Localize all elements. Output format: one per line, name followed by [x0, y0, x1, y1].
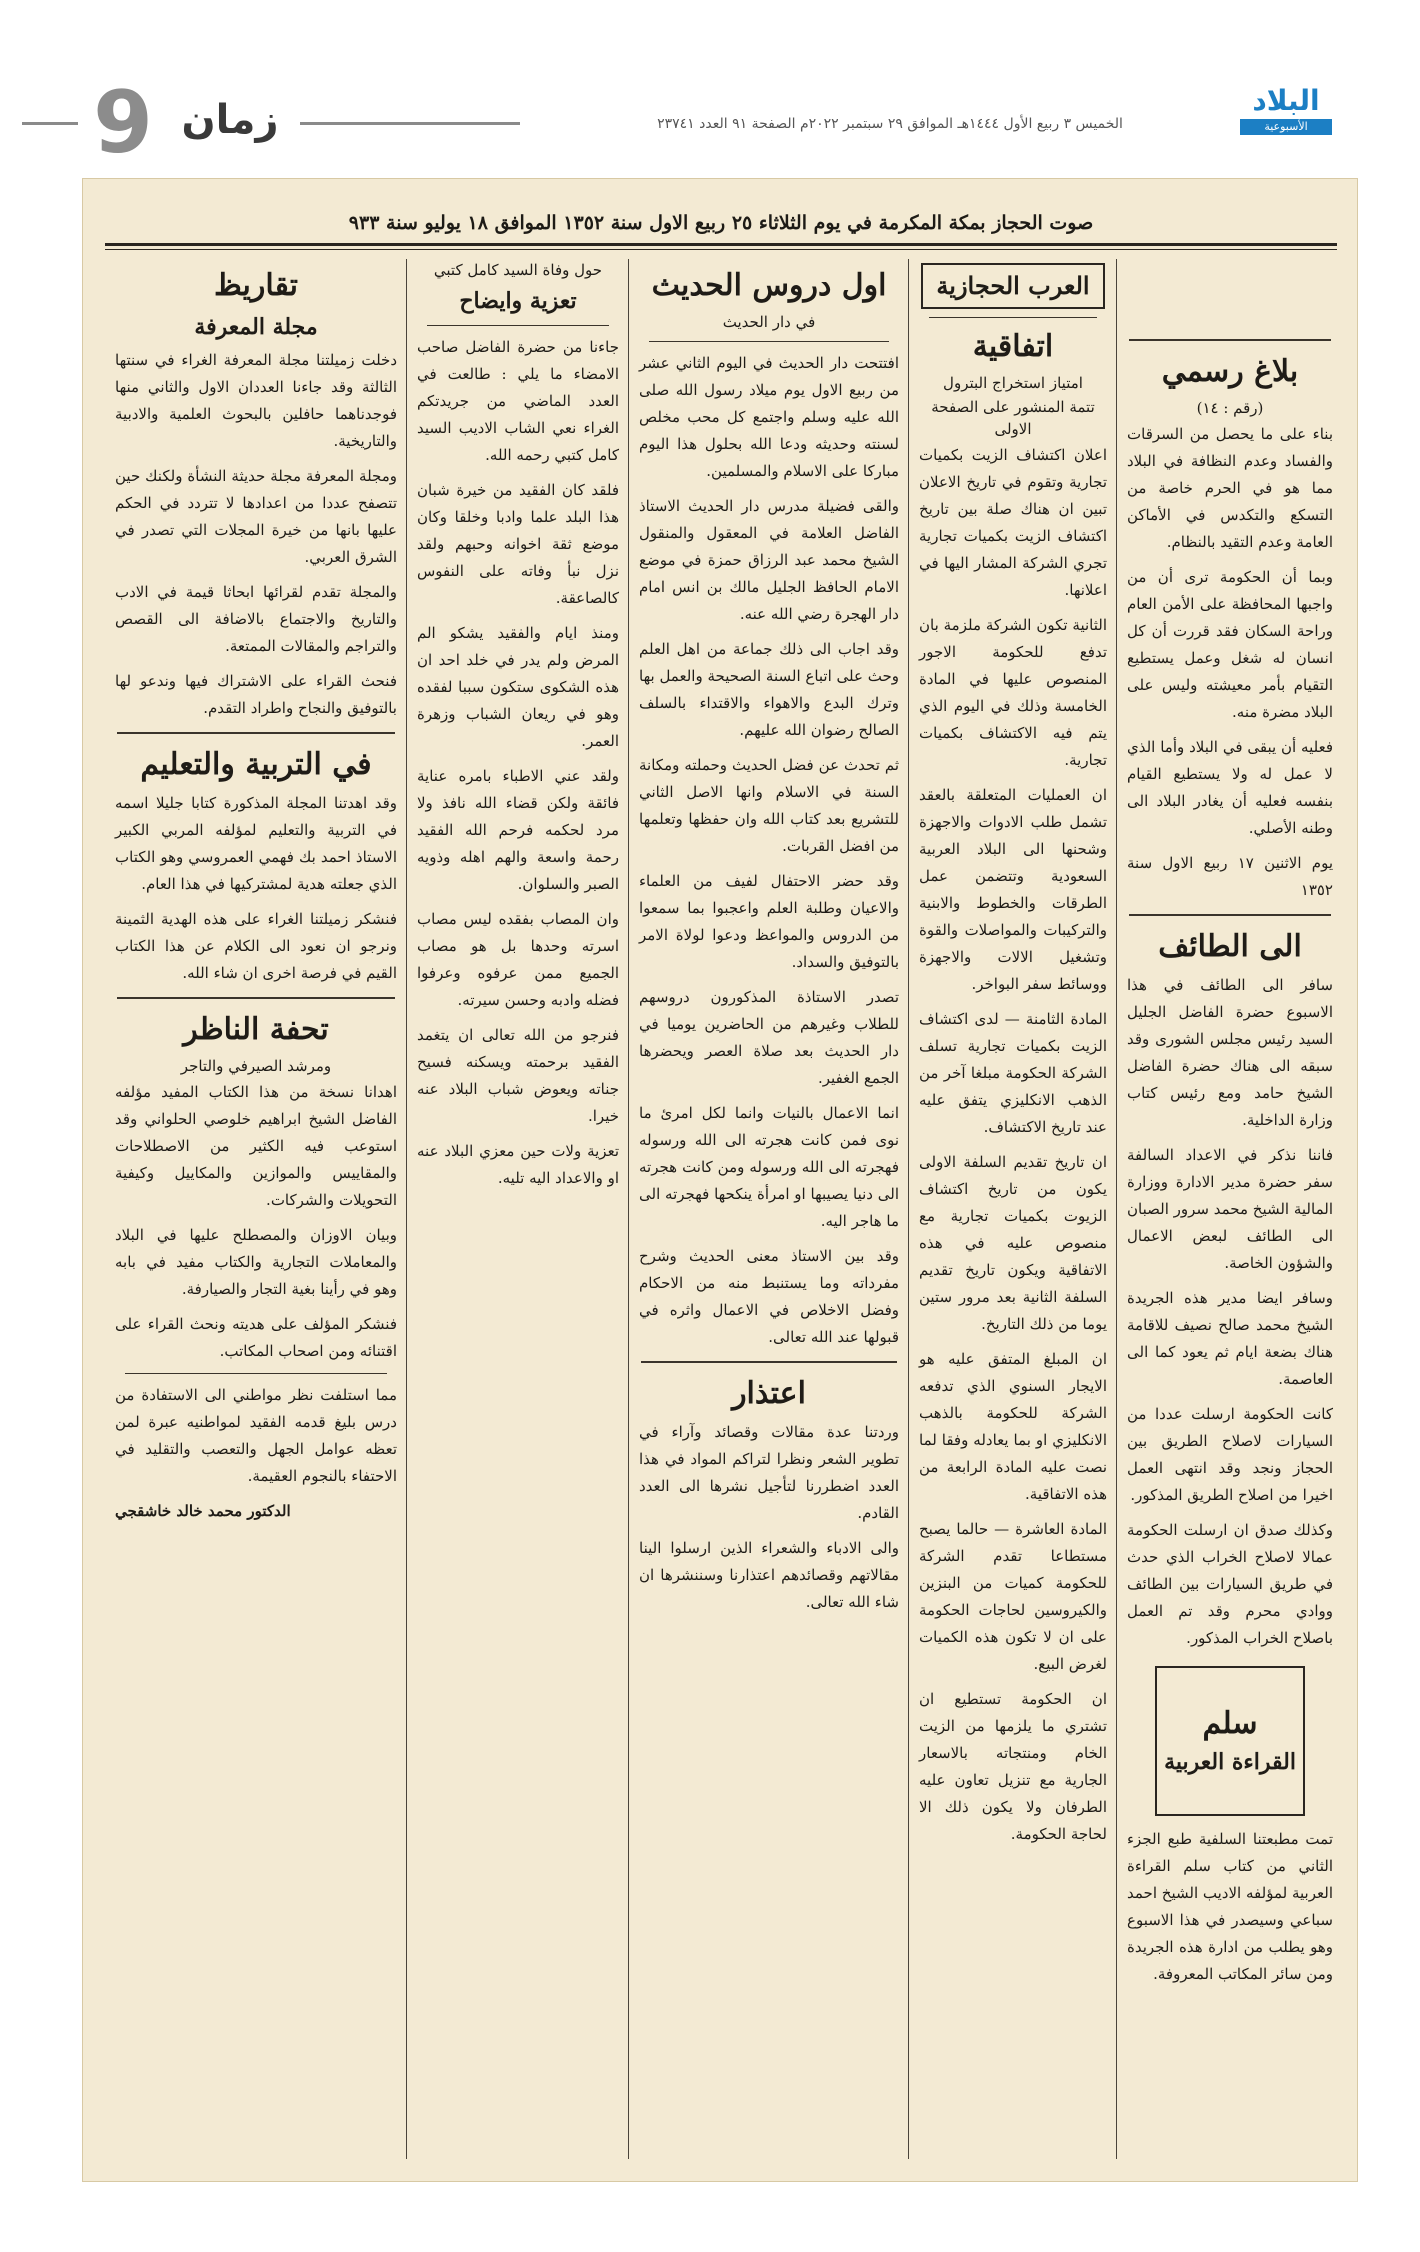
brand-name: البلاد	[1252, 84, 1320, 117]
column-separator	[406, 259, 407, 2159]
article-paragraph: والمجلة تقدم لقرائها ابحاثا قيمة في الادب والتاريخ والاجتماع بالاضافة الى القصص والتراجم والمقالات الممتعة.	[115, 583, 397, 655]
hadith-heading: اول دروس الحديث	[651, 268, 887, 303]
newspaper-scan	[82, 178, 1358, 2182]
article-paragraph: ولقد عني الاطباء بامره عناية فائقة ولكن قضاء الله نافذ ولا مرد لحكمه فرحم الله الفقيد رحمة واسعة والهم اهله وذويه الصبر والسلوان.	[417, 767, 619, 893]
magazine-heading: مجلة المعرفة	[194, 314, 318, 340]
condolence-heading: تعزية وايضاح	[459, 288, 577, 314]
article-paragraph: ومجلة المعرفة مجلة حديثة النشأة ولكنك حين تتصفح عددا من اعدادها لا تتردد في الحكم عليها بانها من خيرة المجلات التي تصدر في الشرق العربي.	[115, 467, 397, 566]
column-separator	[628, 259, 629, 2159]
article-paragraph: مما استلفت نظر مواطني الى الاستفادة من درس بليغ قدمه الفقيد لمواطنيه عبرة لمن تعظه عوامل الجهل والتعصب والتقليد في الاحتفاء بالنجوم العقيمة.	[115, 1386, 397, 1485]
column-rule	[649, 341, 889, 342]
article-paragraph: تمت مطبعتنا السلفية طبع الجزء الثاني من كتاب سلم القراءة العربية لمؤلفه الاديب الشيخ احمد سباعي وسيصدر في هذا الاسبوع وهو يطلب من ادارة هذه الجريدة ومن سائر المكاتب المعروفة.	[1127, 1830, 1333, 1983]
article-paragraph: اهدانا نسخة من هذا الكتاب المفيد مؤلفه الفاضل الشيخ ابراهيم خلوصي الحلواني وقد استوعب فيه الكثير من الاصطلاحات والمقاييس والموازين والمكاييل وكيفية التحويلات والشركات.	[115, 1083, 397, 1209]
agreement-subheading: امتياز استخراج البترول	[943, 374, 1083, 392]
article-paragraph: تصدر الاستاذة المذكورون دروسهم للطلاب وغيرهم من الحاضرين يوميا في دار الحديث بعد صلاة العصر ويحضرها الجمع الغفير.	[639, 988, 899, 1087]
column-condolence	[413, 259, 623, 2159]
column-rule	[125, 1373, 387, 1374]
newspaper-page	[105, 189, 1337, 2173]
article-paragraph: فنحث القراء على الاشتراك فيها وندعو لها بالتوفيق والنجاح واطراد التقدم.	[115, 672, 397, 717]
article-paragraph: ان الحكومة تستطيع ان تشتري ما يلزمها من الزيت الخام ومنتجاته بالاسعار الجارية مع تنزيل تعاون عليه الطرفان ولا يكون ذلك الا لحاجة الحكومة.	[919, 1690, 1107, 1843]
column-rule	[1129, 914, 1331, 916]
column-rule	[117, 997, 395, 999]
article-paragraph: فنشكر المؤلف على هديته ونحث القراء على اقتنائه ومن اصحاب المكاتب.	[115, 1315, 397, 1360]
article-paragraph: اعلان اكتشاف الزيت بكميات تجارية وتقوم في تاريخ الاعلان تبين ان هناك صلة بين تاريخ اكتشاف الزيت بكميات تجارية تجري الشركة المشار اليها في اعلانها.	[919, 446, 1107, 599]
article-paragraph: فاننا نذكر في الاعداد السالفة سفر حضرة مدير الادارة ووزارة المالية الشيخ محمد سرور الصبان الى الطائف لبعض الاعمال والشؤون الخاصة.	[1127, 1146, 1333, 1272]
masthead-rule-thin	[105, 249, 1337, 250]
condolence-byline: حول وفاة السيد كامل كتبي	[433, 261, 603, 279]
article-paragraph: يوم الاثنين ١٧ ربيع الاول سنة ١٣٥٢	[1127, 854, 1333, 899]
column-rule	[427, 325, 609, 326]
article-paragraph: وقد بين الاستاذ معنى الحديث وشرح مفرداته وما يستنبط منه من الاحكام وفضل الاخلاص في الاعمال واثره في قبولها عند الله تعالى.	[639, 1247, 899, 1346]
column-rule	[929, 317, 1097, 318]
official-notice-number: (رقم : ١٤)	[1196, 399, 1264, 417]
book-subheading: ومرشد الصيرفي والتاجر	[180, 1057, 332, 1075]
column-separator	[908, 259, 909, 2159]
brand-subtitle: الأسبوعية	[1240, 119, 1332, 135]
column-rule	[641, 1361, 897, 1363]
article-paragraph: المادة الثامنة — لدى اكتشاف الزيت بكميات تجارية تسلف الشركة الحكومة مبلغا آخر من الذهب الانكليزي يتفق عليه عند تاريخ الاكتشاف.	[919, 1010, 1107, 1136]
column-rule	[117, 732, 395, 734]
calligraphy-bottom: القراءة العربية	[1164, 1749, 1296, 1775]
newspaper-masthead-line: صوت الحجاز بمكة المكرمة في يوم الثلاثاء ٢٥ ربيع الاول سنة ١٣٥٢ الموافق ١٨ يوليو سنة ٩٣٣	[348, 212, 1094, 234]
column-oil-agreement	[915, 259, 1111, 2159]
article-paragraph: كانت الحكومة ارسلت عددا من السيارات لاصلاح الطريق بين الحجاز ونجد وقد انتهى العمل اخيرا من اصلاح الطريق المذكور.	[1127, 1405, 1333, 1504]
brand-logo[interactable]	[1240, 86, 1332, 138]
hadith-subheading: في دار الحديث	[722, 313, 816, 331]
taif-heading: الى الطائف	[1158, 929, 1302, 964]
header-rule-left	[22, 122, 78, 125]
article-paragraph: وبما أن الحكومة ترى أن من واجبها المحافظة على الأمن العام وراحة السكان فقد قررت أن كل انسان له شغل وعمل يستطيع التقيام بأمر معيشته وليس على البلاد مضرة منه.	[1127, 568, 1333, 721]
article-paragraph: وقد اهدتنا المجلة المذكورة كتابا جليلا اسمه في التربية والتعليم لمؤلفه المربي الكبير الاستاذ احمد بك فهمي العمروسي وهو الكتاب الذي جعلته هدية لمشتركيها في هذا العام.	[115, 794, 397, 893]
column-rule	[1129, 339, 1331, 341]
official-notice-heading: بلاغ رسمي	[1161, 354, 1299, 389]
agreement-heading: اتفاقية	[972, 329, 1054, 364]
article-paragraph: جاءنا من حضرة الفاضل صاحب الامضاء ما يلي : طالعت في العدد الماضي من جريدتكم الغراء نعي الشاب الاديب السيد كامل كتبي رحمه الله.	[417, 338, 619, 464]
article-paragraph: وان المصاب بفقده ليس مصاب اسرته وحدها بل هو مصاب الجميع ممن عرفوه وعرفوا فضله وادبه وحسن سيرته.	[417, 910, 619, 1009]
article-signature: الدكتور محمد خالد خاشقجي	[115, 1502, 291, 1520]
article-paragraph: فنرجو من الله تعالى ان يتغمد الفقيد برحمته ويسكنه فسيح جناته ويعوض شباب البلاد عنه خيرا.	[417, 1026, 619, 1125]
column-hadith-lessons	[635, 259, 903, 2159]
article-paragraph: فعليه أن يبقى في البلاد وأما الذي لا عمل له ولا يستطيع القيام بنفسه فعليه أن يغادر البلاد الى وطنه الأصلي.	[1127, 738, 1333, 837]
column-official-notice	[1123, 259, 1337, 2159]
masthead-rule	[105, 243, 1337, 246]
article-paragraph: انما الاعمال بالنيات وانما لكل امرئ ما نوى فمن كانت هجرته الى الله ورسوله فهجرته الى الله ورسوله ومن كانت هجرته الى دنيا يصيبها او امرأة ينكحها فهجرته الى ما هاجر اليه.	[639, 1104, 899, 1230]
article-paragraph: الثانية تكون الشركة ملزمة بان تدفع للحكومة الاجور المنصوص عليها في المادة الخامسة وذلك في اليوم الذي يتم فيه الاكتشاف بكميات تجارية.	[919, 616, 1107, 769]
article-paragraph: افتتحت دار الحديث في اليوم الثاني عشر من ربيع الاول يوم ميلاد رسول الله صلى الله عليه وسلم واجتمع كل محب مخلص لسنته وحديثه ودعا الله بحلول هذا اليوم مباركا على الاسلام والمسلمين.	[639, 354, 899, 480]
article-paragraph: فنشكر زميلتنا الغراء على هذه الهدية الثمينة ونرجو ان نعود الى الكلام عن هذا الكتاب القيم في فرصة اخرى ان شاء الله.	[115, 910, 397, 982]
article-paragraph: وسافر ايضا مدير هذه الجريدة الشيخ محمد صالح نصيف للاقامة هناك بضعة ايام ثم يعود كما الى العاصمة.	[1127, 1289, 1333, 1388]
issue-dateline: الخميس ٣ ربيع الأول ١٤٤٤هـ الموافق ٢٩ سبتمبر ٢٠٢٢م الصفحة ٩١ العدد ٢٣٧٤١	[520, 112, 1260, 136]
column-reviews	[111, 259, 401, 2159]
newspaper-section-masthead: العرب الحجازية	[921, 263, 1105, 309]
article-paragraph: ان المبلغ المتفق عليه هو الايجار السنوي الذي تدفعه الشركة للحكومة بالذهب الانكليزي او بما يعادله وفقا لما نصت عليه المادة الرابعة من هذه الاتفاقية.	[919, 1350, 1107, 1503]
article-paragraph: وقد حضر الاحتفال لفيف من العلماء والاعيان وطلبة العلم واعجبوا بما سمعوا من الدروس والمواعظ ودعوا لولاة الامر بالتوفيق والسداد.	[639, 872, 899, 971]
article-paragraph: ومنذ ايام والفقيد يشكو الم المرض ولم يدر في خلد احد ان هذه الشكوى ستكون سببا لفقده وهو في ريعان الشباب وزهرة العمر.	[417, 624, 619, 750]
calligraphy-ornament	[1155, 1666, 1305, 1816]
article-paragraph: والى الادباء والشعراء الذين ارسلوا الينا مقالاتهم وقصائدهم اعتذارنا وسننشرها ان شاء الله تعالى.	[639, 1539, 899, 1611]
article-paragraph: ثم تحدث عن فضل الحديث وحملته ومكانة السنة في الاسلام وانها الاصل الثاني للتشريع بعد كتاب الله وان حفظها وتعلمها من افضل القربات.	[639, 756, 899, 855]
article-paragraph: دخلت زميلتنا مجلة المعرفة الغراء في سنتها الثالثة وقد جاءنا العددان الاول والثاني منها فوجدناهما حافلين بالبحوث العلمية والادبية والتاريخية.	[115, 351, 397, 450]
article-paragraph: ان تاريخ تقديم السلفة الاولى يكون من تاريخ اكتشاف الزيوت بكميات تجارية مع منصوص عليه في هذه الاتفاقية ويكون تاريخ تقديم السلفة الثانية بعد مرور ستين يوما من ذلك التاريخ.	[919, 1153, 1107, 1333]
article-paragraph: بناء على ما يحصل من السرقات والفساد وعدم النظافة في البلاد مما هو في الحرم خاصة من التسكع والتكدس في الأماكن العامة وعدم التقيد بالنظام.	[1127, 425, 1333, 551]
article-paragraph: وبيان الاوزان والمصطلح عليها في البلاد والمعاملات التجارية والكتاب مفيد في بابه وهو في رأينا بغية التجار والصيارفة.	[115, 1226, 397, 1298]
article-paragraph: وقد اجاب الى ذلك جماعة من اهل العلم وحث على اتباع السنة الصحيحة والعمل بها وترك البدع والاهواء والاقتداء بالسلف الصالح رضوان الله عليهم.	[639, 640, 899, 739]
page-header	[0, 0, 1420, 173]
article-paragraph: وكذلك صدق ان ارسلت الحكومة عمالا لاصلاح الخراب الذي حدث في طريق السيارات بين الطائف ووادي محرم وقد تم العمل باصلاح الخراب المذكور.	[1127, 1521, 1333, 1647]
apology-heading: اعتذار	[732, 1376, 806, 1411]
page-number: 9	[93, 73, 153, 173]
education-heading: في التربية والتعليم	[140, 747, 372, 782]
article-paragraph: والقى فضيلة مدرس دار الحديث الاستاذ الفاضل العلامة في المعقول والمنقول الشيخ محمد عبد الرزاق حمزة في موضع الامام الحافظ الجليل مالك بن انس امام دار الهجرة رضي الله عنه.	[639, 497, 899, 623]
article-paragraph: فلقد كان الفقيد من خيرة شبان هذا البلد علما وادبا وخلقا وكان موضع ثقة اخوانه وحبهم ولقد نزل نبأ وفاته على النفوس كالصاعقة.	[417, 481, 619, 607]
reviews-heading: تقاريظ	[214, 268, 298, 303]
agreement-continuation-note: تتمة المنشور على الصفحة الاولى	[931, 398, 1095, 438]
article-paragraph: تعزية ولات حين معزي البلاد عنه او والاعداد اليه تليه.	[417, 1142, 619, 1187]
section-title: زمان	[181, 97, 279, 143]
calligraphy-top: سلم	[1202, 1706, 1258, 1741]
article-paragraph: سافر الى الطائف في هذا الاسبوع حضرة الفاضل الجليل السيد رئيس مجلس الشورى وقد سبقه الى هناك حضرة الفاضل الشيخ حامد ومع رئيس كتاب وزارة الداخلية.	[1127, 976, 1333, 1129]
article-paragraph: وردتنا عدة مقالات وقصائد وآراء في تطوير الشعر ونظرا لتراكم المواد في هذا العدد اضطررنا لتأجيل نشرها الى العدد القادم.	[639, 1423, 899, 1522]
article-paragraph: المادة العاشرة — حالما يصبح مستطاعا تقدم الشركة للحكومة كميات من البنزين والكيروسين لحاجات الحكومة على ان لا تكون هذه الكميات لغرض البيع.	[919, 1520, 1107, 1673]
article-paragraph: ان العمليات المتعلقة بالعقد تشمل طلب الادوات والاجهزة وشحنها الى البلاد العربية السعودية وتتضمن عمل الطرقات والخطوط والابنية والتركيبات والمواصلات والقوة وتشغيل الالات والاجهزة ووسائط سفر البواخر.	[919, 786, 1107, 993]
column-separator	[1116, 259, 1117, 2159]
book-heading: تحفة الناظر	[183, 1012, 329, 1047]
